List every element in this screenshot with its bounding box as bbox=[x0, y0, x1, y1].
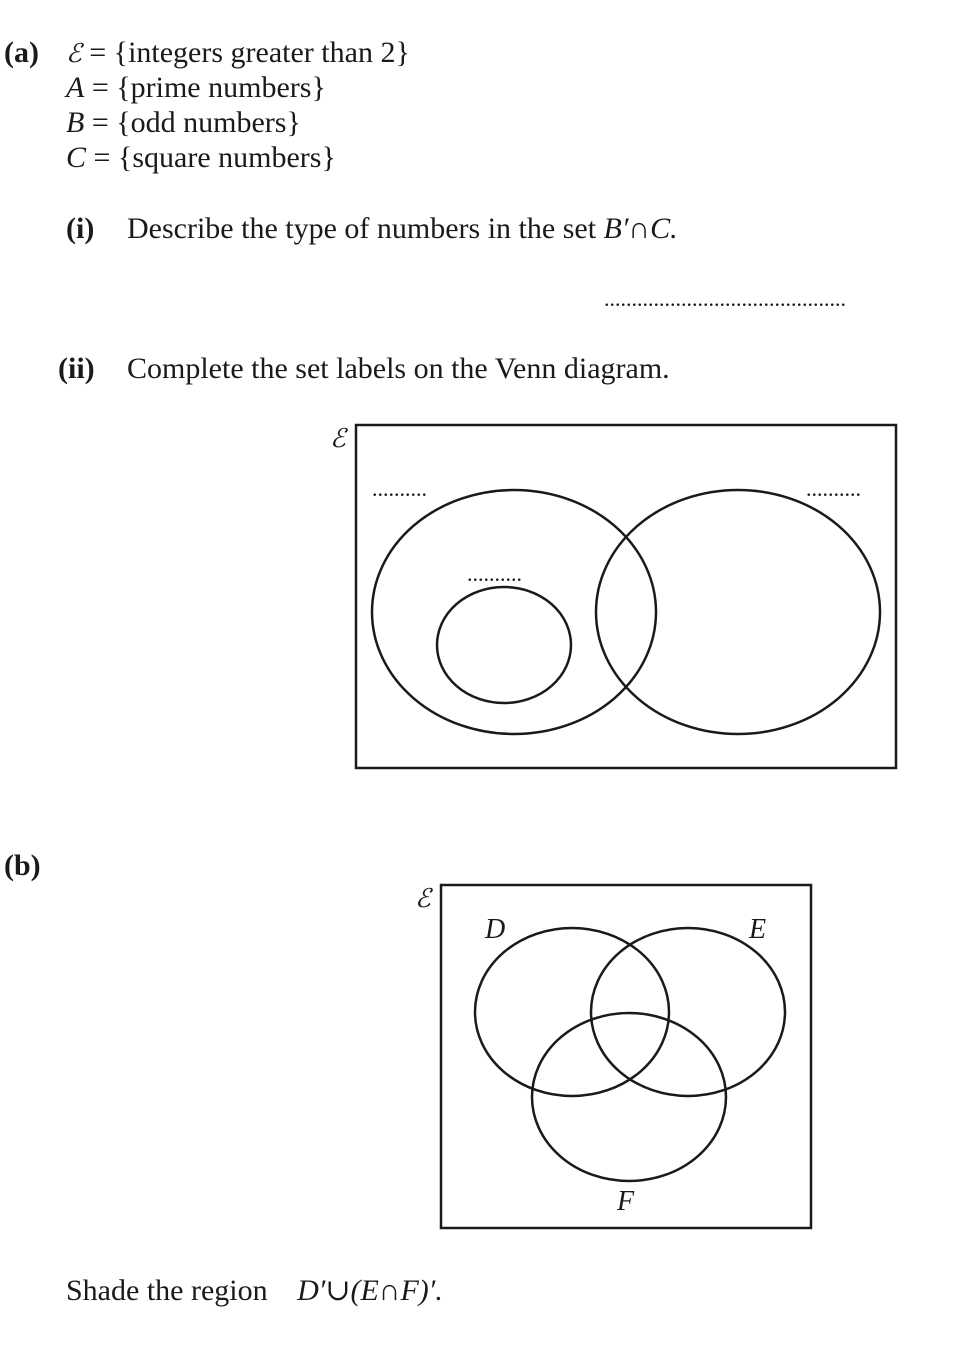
part-b-label: (b) bbox=[4, 849, 41, 882]
venn-a-universal-symbol: ℰ bbox=[330, 424, 346, 454]
venn-a-left-ellipse bbox=[372, 490, 656, 734]
venn-a-label-right[interactable]: .......... bbox=[806, 476, 861, 501]
venn-a-inner-ellipse bbox=[437, 587, 571, 703]
definition-universal-text: = {integers greater than 2} bbox=[89, 36, 410, 69]
definition-c bbox=[66, 143, 336, 173]
venn-a-right-ellipse bbox=[596, 490, 880, 734]
venn-b-ellipse-e[interactable] bbox=[591, 928, 785, 1096]
part-b-instruction-text: Shade the region bbox=[66, 1274, 268, 1307]
part-b-instruction-expression: D′∪(E∩F)′. bbox=[297, 1274, 443, 1307]
venn-a-label-left[interactable]: .......... bbox=[372, 476, 427, 501]
venn-a-label-inner[interactable]: .......... bbox=[467, 561, 522, 586]
definition-b-text: = {odd numbers} bbox=[91, 106, 301, 139]
question-i-label: (i) bbox=[66, 212, 95, 245]
question-i-expression: B′∩C. bbox=[603, 212, 678, 245]
part-a-label: (a) bbox=[4, 36, 39, 69]
definition-universal bbox=[66, 38, 410, 68]
question-ii-text: Complete the set labels on the Venn diagram. bbox=[127, 352, 670, 385]
answer-line-i[interactable]: ............................................ bbox=[604, 286, 846, 311]
venn-b-ellipse-d[interactable] bbox=[475, 928, 669, 1096]
question-i-prompt: Describe the type of numbers in the set bbox=[127, 212, 604, 245]
set-b-name: B bbox=[66, 106, 85, 139]
part-b-instruction bbox=[66, 1276, 443, 1306]
set-c-name: C bbox=[66, 141, 87, 174]
definition-a bbox=[66, 73, 326, 103]
question-i-text bbox=[127, 214, 678, 244]
definition-b bbox=[66, 108, 301, 138]
definition-c-text: = {square numbers} bbox=[93, 141, 336, 174]
venn-b-universal-symbol: ℰ bbox=[415, 884, 431, 914]
definition-a-text: = {prime numbers} bbox=[91, 71, 326, 104]
universal-set-symbol: ℰ bbox=[66, 39, 82, 69]
venn-b-label-e: E bbox=[749, 914, 767, 945]
venn-b-ellipse-f[interactable] bbox=[532, 1013, 726, 1181]
set-a-name: A bbox=[66, 71, 85, 104]
question-ii-label: (ii) bbox=[58, 352, 95, 385]
venn-b-label-d: D bbox=[485, 914, 506, 945]
venn-b-label-f: F bbox=[617, 1186, 635, 1217]
